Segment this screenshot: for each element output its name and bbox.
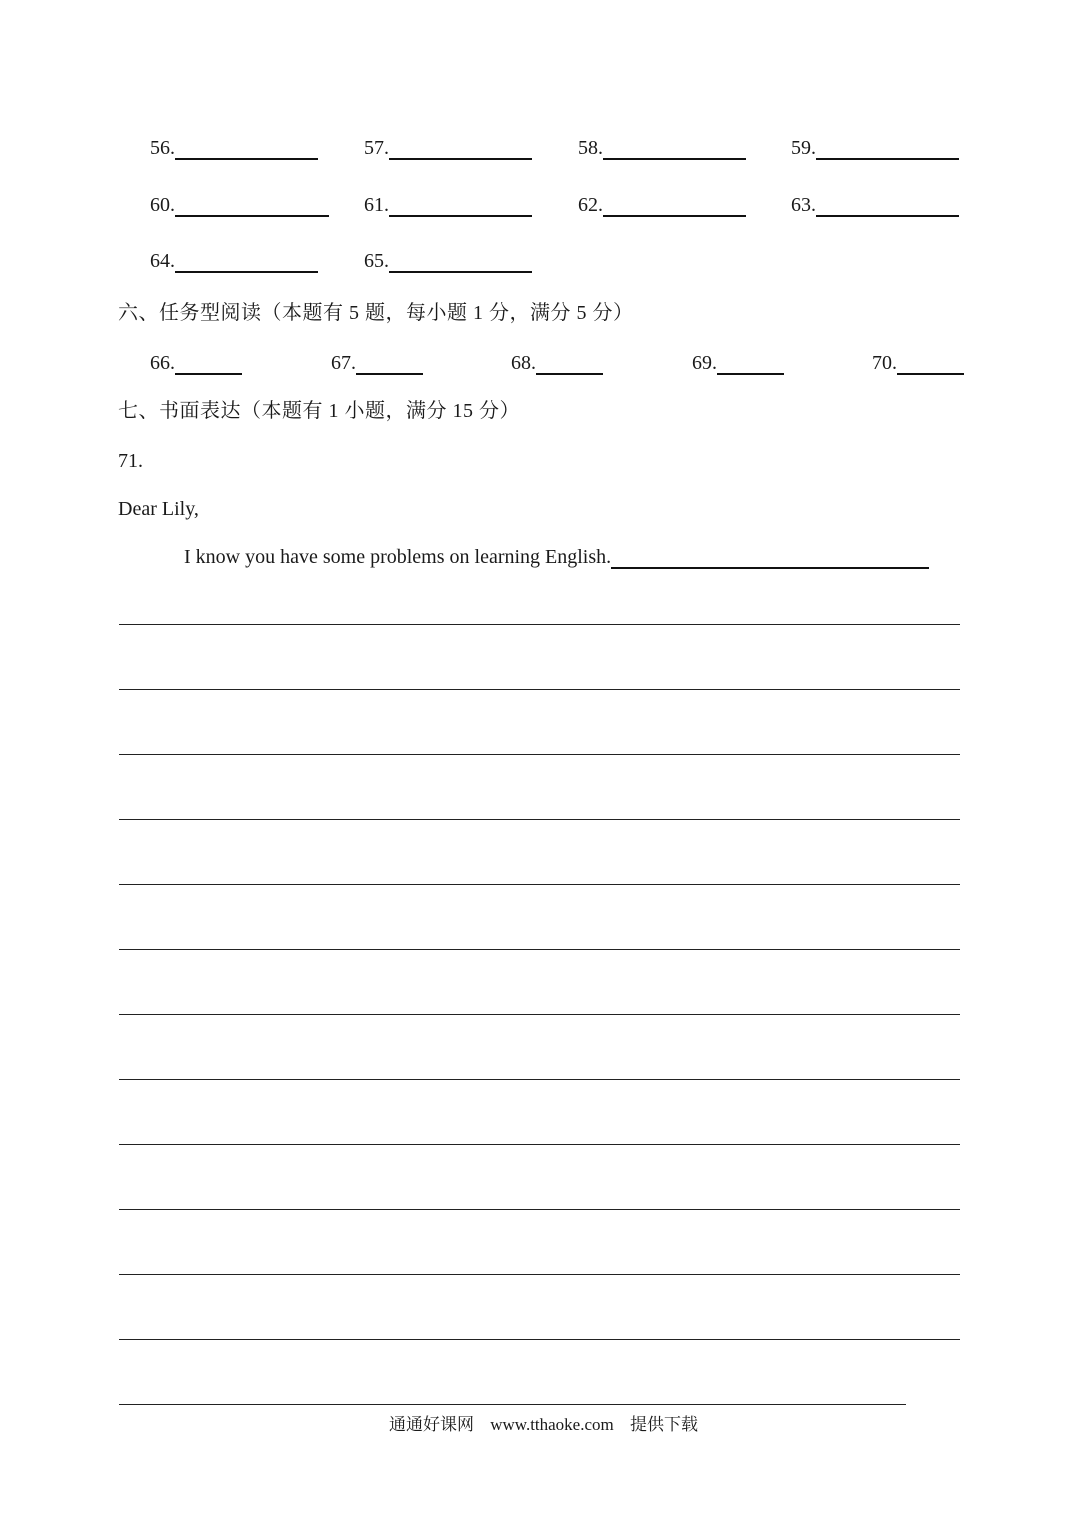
question-number: 62. bbox=[578, 194, 603, 216]
writing-line[interactable] bbox=[119, 1209, 960, 1210]
letter-salutation: Dear Lily, bbox=[118, 498, 199, 520]
answer-line bbox=[175, 158, 318, 160]
writing-line[interactable] bbox=[119, 884, 960, 885]
question-number: 59. bbox=[791, 137, 816, 159]
answer-blank-67[interactable] bbox=[331, 351, 423, 375]
writing-line[interactable] bbox=[119, 1014, 960, 1015]
footer-suffix: 提供下载 bbox=[630, 1415, 699, 1434]
writing-line[interactable] bbox=[119, 1079, 960, 1080]
writing-line[interactable] bbox=[119, 754, 960, 755]
footer-site-name: 通通好课网 bbox=[388, 1415, 474, 1434]
section-6-title: 六、任务型阅读（本题有 5 题，每小题 1 分，满分 5 分） bbox=[118, 302, 634, 324]
answer-blank-57[interactable] bbox=[364, 136, 532, 160]
answer-line bbox=[389, 158, 532, 160]
answer-blank-65[interactable] bbox=[364, 249, 532, 273]
writing-line[interactable] bbox=[119, 1339, 960, 1340]
answer-line bbox=[897, 373, 964, 375]
question-number: 66. bbox=[150, 352, 175, 374]
question-number: 67. bbox=[331, 352, 356, 374]
question-number: 57. bbox=[364, 137, 389, 159]
answer-line bbox=[175, 373, 242, 375]
writing-line[interactable] bbox=[119, 949, 960, 950]
question-number: 56. bbox=[150, 137, 175, 159]
question-number: 61. bbox=[364, 194, 389, 216]
answer-line bbox=[611, 567, 929, 569]
question-number: 64. bbox=[150, 250, 175, 272]
answer-blank-59[interactable] bbox=[791, 136, 959, 160]
answer-line bbox=[816, 215, 959, 217]
section-7-title: 七、书面表达（本题有 1 小题，满分 15 分） bbox=[118, 400, 520, 422]
writing-line[interactable] bbox=[119, 624, 960, 625]
answer-blank-62[interactable] bbox=[578, 193, 746, 217]
page-footer bbox=[0, 1410, 1087, 1435]
answer-line bbox=[175, 215, 329, 217]
answer-line bbox=[389, 271, 532, 273]
answer-line bbox=[603, 158, 746, 160]
answer-line bbox=[356, 373, 423, 375]
question-number: 68. bbox=[511, 352, 536, 374]
question-number: 70. bbox=[872, 352, 897, 374]
answer-blank-64[interactable] bbox=[150, 249, 318, 273]
answer-line bbox=[175, 271, 318, 273]
answer-blank-66[interactable] bbox=[150, 351, 242, 375]
answer-line bbox=[717, 373, 784, 375]
letter-opening-line[interactable] bbox=[184, 545, 929, 569]
answer-blank-63[interactable] bbox=[791, 193, 959, 217]
answer-blank-60[interactable] bbox=[150, 193, 329, 217]
question-number: 58. bbox=[578, 137, 603, 159]
question-number: 69. bbox=[692, 352, 717, 374]
answer-blank-58[interactable] bbox=[578, 136, 746, 160]
answer-blank-56[interactable] bbox=[150, 136, 318, 160]
answer-blank-70[interactable] bbox=[872, 351, 964, 375]
letter-opening-text: I know you have some problems on learning English. bbox=[184, 546, 612, 568]
writing-line[interactable] bbox=[119, 1274, 960, 1275]
question-number-71: 71. bbox=[118, 450, 143, 472]
writing-line[interactable] bbox=[119, 689, 960, 690]
question-number: 63. bbox=[791, 194, 816, 216]
answer-line bbox=[536, 373, 603, 375]
question-number: 65. bbox=[364, 250, 389, 272]
footer-url[interactable]: www.tthaoke.com bbox=[490, 1415, 614, 1434]
answer-line bbox=[389, 215, 532, 217]
answer-blank-61[interactable] bbox=[364, 193, 532, 217]
question-number: 60. bbox=[150, 194, 175, 216]
footer-divider bbox=[119, 1404, 906, 1405]
answer-blank-69[interactable] bbox=[692, 351, 784, 375]
answer-blank-68[interactable] bbox=[511, 351, 603, 375]
writing-line[interactable] bbox=[119, 1144, 960, 1145]
answer-line bbox=[603, 215, 746, 217]
writing-line[interactable] bbox=[119, 819, 960, 820]
answer-line bbox=[816, 158, 959, 160]
